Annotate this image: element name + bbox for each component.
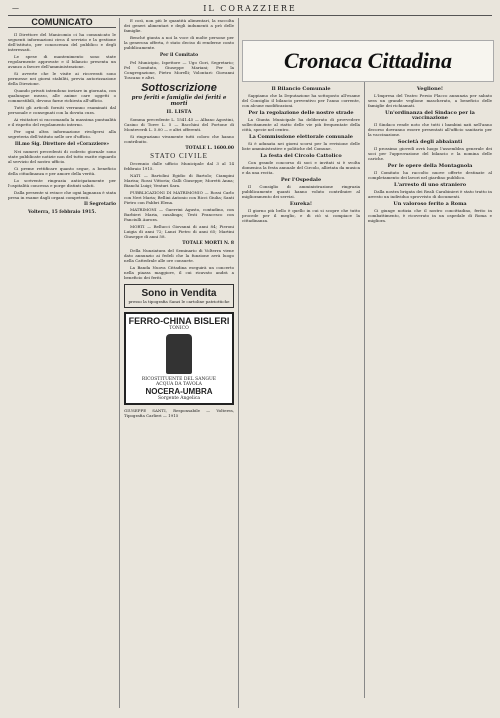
paragraph: Ci giunge notizia che il nostro concittadino, ferito in combattimento, è ricoverato in un ospedale di Roma e migliora. [368, 208, 492, 223]
column-cronaca-left [242, 84, 360, 698]
paragraph: Dalla presente si evince che ogni lagnanza è stata presa in esame dagli organi competenti. [8, 190, 116, 200]
paragraph: Le spese di mantenimento sono state regolarmente approvate e il bilancio presenta un avanzo a favore dell'amministrazione. [8, 54, 116, 69]
paragraph: Tutti gli articoli forniti verranno esaminati dal personale e consegnati con la dovuta cura. [8, 105, 116, 115]
paragraph: La Giunta Municipale ha deliberato di provvedere sollecitamente al riatto delle vie più frequentate della città, specie nel centro. [242, 117, 360, 132]
printer-line: GIUSEPPE SANTI, Responsabile — Volterra, Tipografia Carlieri — 1915 [124, 408, 234, 418]
column-divider [238, 18, 239, 708]
ad-sangue: RICOSTITUENTE DEL SANGUE [141, 377, 217, 382]
comunicato-title: COMUNICATO [8, 20, 116, 28]
paragraph: Della Nunziatura del Seminario di Volterra viene dato annunzio ai fedeli che la funzione avrà luogo nella Cattedrale alle ore consuete. [124, 248, 234, 263]
section-heading: Per le opere della Montagnola [387, 163, 473, 169]
paragraph: NATI — Bartolini Egidio di Bartolo; Ciampini Marisa; Rossi Vittoria; Galli Giuseppe; Moretti Anna; Bianchi Luigi; Venturi Sara. [124, 173, 234, 188]
paragraph: Il Sindaco rende noto che tutti i bambini nati nell'anno decorso dovranno essere presentati all'ufficio sanitario per la vaccinazione. [368, 122, 492, 137]
section-heading: Un'ordinanza del Sindaco per la vaccinazione [385, 110, 475, 121]
section-heading: L'arresto di uno straniero [393, 182, 467, 188]
lista-heading: II. LISTA [166, 109, 192, 115]
section-heading: Società degli abbaianti [397, 139, 463, 145]
ad-title: FERRO-CHINA BISLERI [128, 316, 230, 326]
ad-nocera: NOCERA-UMBRA [145, 387, 213, 396]
section-heading: Eureka! [289, 201, 313, 207]
paragraph: Il giorno più bello è quello in cui si scopre che tutto procede per il meglio, e di ciò si compiace la cittadinanza. [242, 208, 360, 223]
section-heading: Veglione! [416, 86, 444, 92]
section-heading: La Commissione elettorale comunale [249, 134, 353, 140]
paragraph: Benché giunta a noi la voce di molte persone per la generosa offerta, è stato deciso di renderne conto pubblicamente. [124, 35, 234, 50]
paragraph: La Banda Nuova Cittadina eseguirà un concerto nella piazza maggiore, il cui ricavato andrà a beneficio dei feriti. [124, 265, 234, 280]
sale-subtitle: presso la tipografia Sanzi le cartoline patriottiche [128, 299, 230, 304]
paragraph: E così, non più le quantità alimentari, la raccolta dei generi alimentari e degli indumenti a prò delle famiglie. [124, 18, 234, 33]
paragraph: Sappiamo che la Deputazione ha sottoposto all'esame del Consiglio il bilancio preventivo per l'anno corrente, con alcune modificazioni. [242, 93, 360, 108]
section-heading: Per la regolazione delle nostre strade [248, 110, 354, 116]
section-heading: La festa del Circolo Cattolico [260, 153, 342, 159]
paragraph: Dalla nostra brigata dei Reali Carabinieri è stato tratto in arresto un individuo sprovvisto di documenti. [368, 189, 492, 199]
paragraph: PUBBLICAZIONI DI MATRIMONIO — Rossi Carlo con Neri Maria; Bellini Antonio con Ricci Giulia; Santi Pietro con Fabbri Elena. [124, 190, 234, 205]
running-head: IL CORAZZIERE [203, 4, 297, 13]
paragraph: Decennio dalle ufficio Municipale dal 3 al 14 febbraio 1915. [124, 161, 234, 171]
paragraph: Il prossimo giovedì avrà luogo l'assemblea generale dei soci per l'approvazione del bilancio e la nomina delle cariche. [368, 146, 492, 161]
paragraph: Lo scrivente ringrazia anticipatamente per l'ospitalità concessa e porge distinti saluti. [8, 178, 116, 188]
section-heading: Un valoroso ferito a Roma [393, 201, 467, 207]
column-sottoscrizione [124, 18, 234, 708]
paragraph: Pel Municipio, Ispettore — Ugo Gori, Segretario; Pel Comitato, Giuseppe Mariani; Per la Congregazione, Pietro Morelli; Volontari: Giovanni Toscano e altri. [124, 60, 234, 80]
column-cronaca-right [368, 84, 492, 698]
stato-civile-heading: STATO CIVILE [150, 152, 208, 160]
signature: Il Segretario [84, 202, 116, 207]
ad-nocera-sub: Sorgente Angelica [157, 396, 201, 401]
paragraph: Con grande concorso di soci e invitati si è svolta domenica la festa annuale del Circolo, allietata da musica e da una recita. [242, 160, 360, 175]
ad-tonico: TONICO [169, 326, 189, 331]
paragraph: Il Consiglio di amministrazione ringrazia pubblicamente quanti hanno voluto contribuire al miglioramento dei servizi. [242, 184, 360, 199]
paragraph: Si avverte che le visite ai ricoverati sono permesse nei giorni stabiliti, previa autorizzazione della Direzione. [8, 71, 116, 86]
paragraph: Per ogni altra informazione rivolgersi alla segreteria dell'istituto nelle ore d'ufficio. [8, 129, 116, 139]
paragraph: Il Direttore del Manicomio ci ha comunicato le seguenti informazioni circa il servizio e la gestione dell'istituto, per conoscenza del pubblico e degli interessati. [8, 32, 116, 52]
paragraph: Il Comitato ha raccolto nuove offerte destinate al completamento dei lavori nel giardino pubblico. [368, 170, 492, 180]
sale-title: Sono in Vendita [141, 288, 217, 299]
paragraph: Ai visitatori si raccomanda la massima puntualità e il rispetto del regolamento interno. [8, 117, 116, 127]
section-heading: Il Bilancio Comunale [271, 86, 331, 92]
cronaca-banner [242, 40, 494, 82]
paragraph: Si è adunata nei giorni scorsi per la revisione delle liste amministrative e politiche del Comune. [242, 141, 360, 151]
sottoscrizione-title: Sottoscrizione [141, 82, 217, 94]
paragraph: Nei numeri precedenti di codesto giornale sono state pubblicate notizie non del tutto esatte riguardo al servizio del nostro ufficio. [8, 149, 116, 164]
sale-notice [124, 284, 234, 308]
dateline: Volterra, 15 febbraio 1915. [27, 210, 97, 215]
lista-total: TOTALE L. 1600.00 [185, 146, 234, 151]
paragraph: MORTI — Bellucci Giovanni di anni 84; Pieroni Luigia di anni 72; Lanzi Pietro di anni 65; Martini Giuseppe di anni 58. [124, 224, 234, 239]
paragraph: Somma precedente L. 1541.45 — Albano Agostini, Casino di Torre L. 5 — Bacchini del Portone di Monteverdi L. 5.00 — e altri offerenti. [124, 117, 234, 132]
cronaca-title: Cronaca Cittadina [283, 48, 453, 73]
page-number: — [12, 4, 19, 12]
section-heading: Per l'Ospedale [280, 177, 322, 183]
column-divider [119, 18, 120, 708]
paragraph: Quando privati intendono inviare in giornata, con qualunque mezzo, alle anime care oggetti o commestibili, devono farne richiesta all'ufficio. [8, 88, 116, 103]
paragraph: MATRIMONI — Guerrini Agusto, contadino, con Barbieri Maria, casalinga; Testi Francesco con Fanciulli Aurora. [124, 207, 234, 222]
column-divider [364, 82, 365, 698]
header-rule [8, 15, 492, 16]
letter-heading: Ill.mo Sig. Direttore del «Corazziere» [14, 142, 110, 147]
sottoscrizione-subtitle: pro feriti e famiglie dei feriti e morti [131, 95, 227, 107]
paragraph: Ci preme rettificare quanto segue, a beneficio della cittadinanza e per amore della verità. [8, 166, 116, 176]
paragraph: L'Impresa del Teatro Persio Flacco annunzia per sabato sera un grande veglione mascherato, a beneficio delle famiglie dei richiamati. [368, 93, 492, 108]
advertisement [124, 312, 234, 405]
column-comunicato [8, 18, 116, 708]
morti-total: TOTALE MORTI N. 8 [182, 241, 234, 246]
paragraph: Si ringraziano vivamente tutti coloro che hanno contribuito. [124, 134, 234, 144]
list-heading: Per il Comitato [159, 53, 199, 58]
bottle-icon [166, 334, 192, 374]
ad-nocera-head: ACQUA DA TAVOLA [156, 382, 202, 387]
